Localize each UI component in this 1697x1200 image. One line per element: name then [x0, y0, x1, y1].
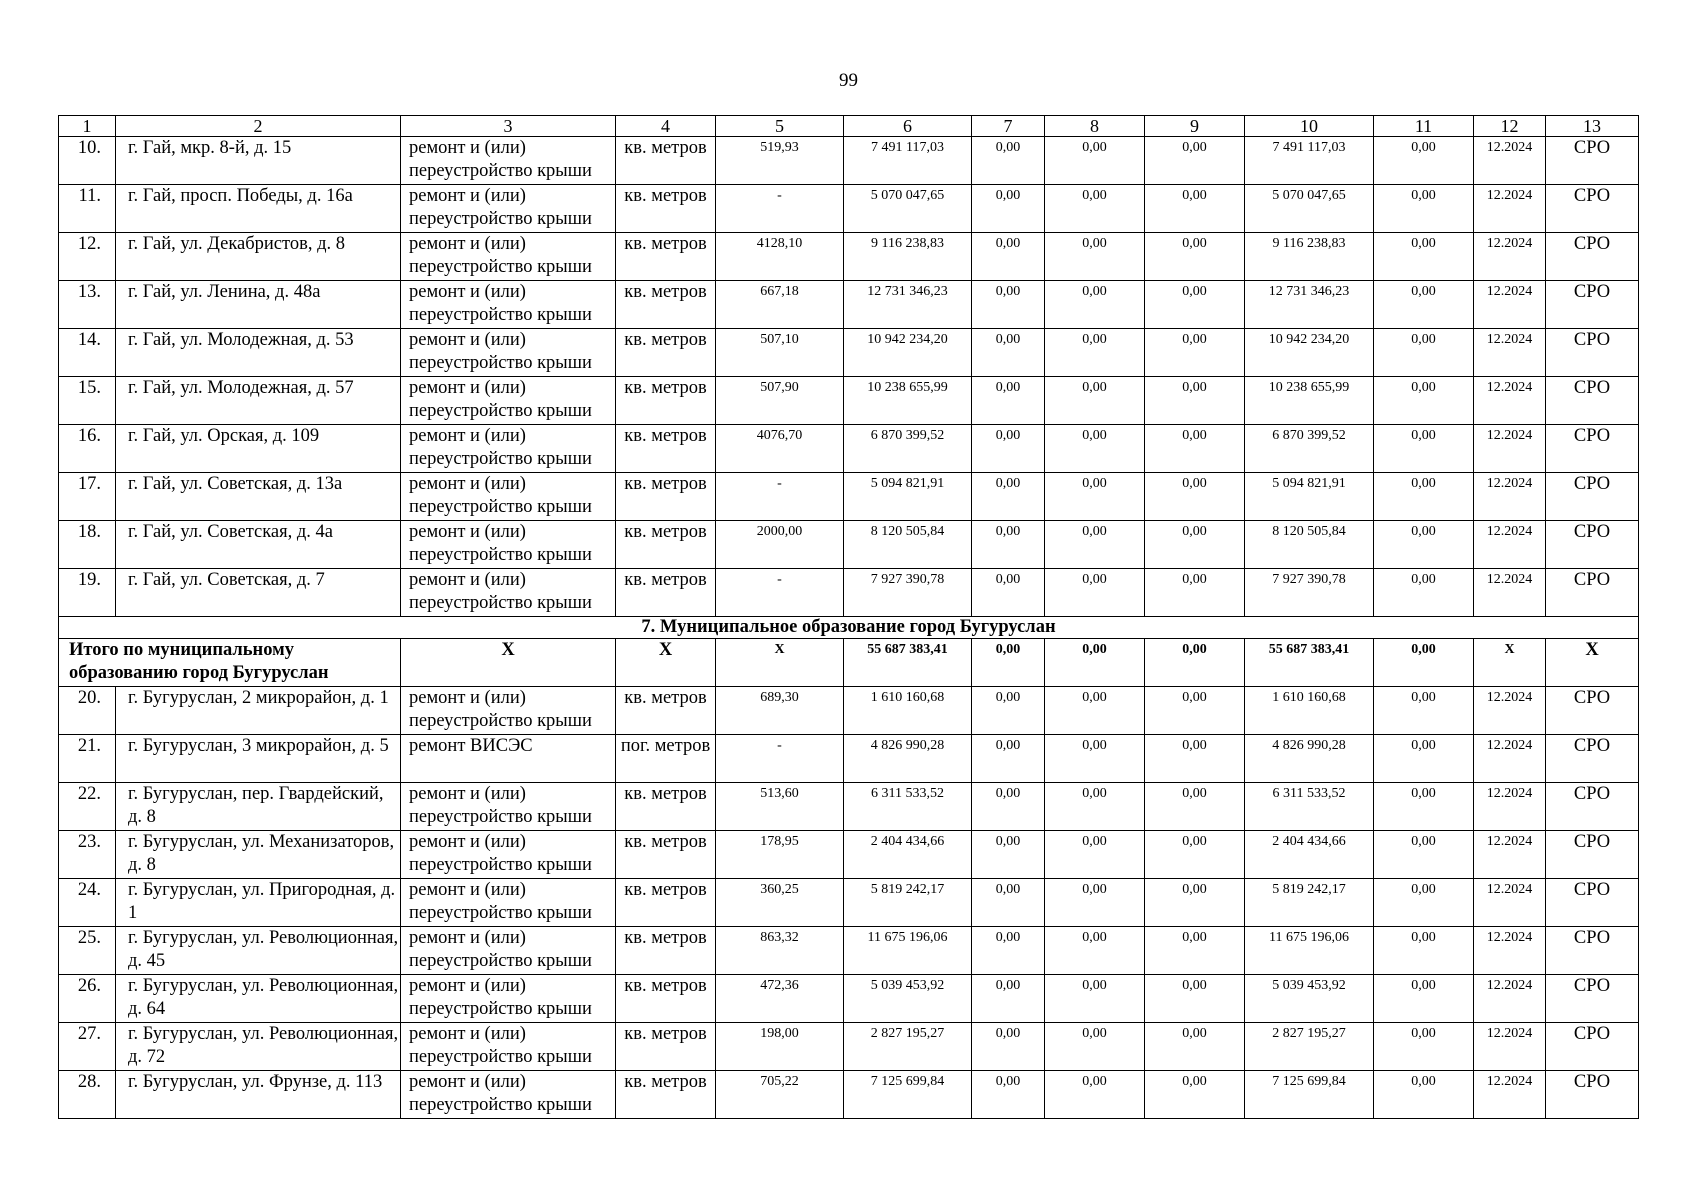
value-cell-c9: 0,00 [1145, 1071, 1245, 1119]
value-cell-c5: 2000,00 [716, 521, 844, 569]
table-row [59, 687, 1639, 735]
value-cell-c6: 1 610 160,68 [844, 687, 972, 735]
value-cell-c8: 0,00 [1045, 281, 1145, 329]
value-cell-c11: 0,00 [1374, 521, 1474, 569]
work-type-cell: ремонт и (или) переустройство крыши [401, 377, 616, 425]
value-cell-c11: 0,00 [1374, 879, 1474, 927]
col-header: 9 [1145, 116, 1245, 137]
value-cell-c11: 0,00 [1374, 185, 1474, 233]
value-cell-c6: 5 070 047,65 [844, 185, 972, 233]
address-cell: г. Бугуруслан, ул. Революционная, д. 72 [116, 1023, 401, 1071]
value-cell-c12: 12.2024 [1474, 687, 1546, 735]
unit-cell: кв. метров [616, 233, 716, 281]
work-type-cell: ремонт и (или) переустройство крыши [401, 137, 616, 185]
value-cell-c11: 0,00 [1374, 137, 1474, 185]
value-cell-c12: 12.2024 [1474, 137, 1546, 185]
address-cell: г. Бугуруслан, ул. Революционная, д. 64 [116, 975, 401, 1023]
address-cell: г. Гай, ул. Советская, д. 4а [116, 521, 401, 569]
value-cell-c5: 689,30 [716, 687, 844, 735]
col-header: 11 [1374, 116, 1474, 137]
value-cell-c8: 0,00 [1045, 425, 1145, 473]
value-cell-c9: 0,00 [1145, 281, 1245, 329]
col-header: 12 [1474, 116, 1546, 137]
value-cell-c6: 7 927 390,78 [844, 569, 972, 617]
source-cell: СРО [1546, 329, 1639, 377]
value-cell-c6: 10 942 234,20 [844, 329, 972, 377]
value-cell-c8: 0,00 [1045, 783, 1145, 831]
row-number: 13. [59, 281, 116, 329]
unit-cell: кв. метров [616, 473, 716, 521]
value-cell-c7: 0,00 [972, 687, 1045, 735]
address-cell: г. Бугуруслан, 2 микрорайон, д. 1 [116, 687, 401, 735]
unit-cell: кв. метров [616, 377, 716, 425]
unit-cell: кв. метров [616, 783, 716, 831]
value-cell-c5: 519,93 [716, 137, 844, 185]
value-cell-c10: 5 819 242,17 [1245, 879, 1374, 927]
value-cell-c10: 9 116 238,83 [1245, 233, 1374, 281]
unit-cell: кв. метров [616, 879, 716, 927]
col-header: 6 [844, 116, 972, 137]
value-cell-c8: 0,00 [1045, 521, 1145, 569]
unit-cell: кв. метров [616, 137, 716, 185]
value-cell-c10: 12 731 346,23 [1245, 281, 1374, 329]
value-cell-c11: 0,00 [1374, 687, 1474, 735]
value-cell-c5: 472,36 [716, 975, 844, 1023]
value-cell-c7: 0,00 [972, 1023, 1045, 1071]
work-type-cell: ремонт и (или) переустройство крыши [401, 473, 616, 521]
value-cell-c12: 12.2024 [1474, 377, 1546, 425]
value-cell-c12: 12.2024 [1474, 233, 1546, 281]
value-cell-c10: 2 827 195,27 [1245, 1023, 1374, 1071]
value-cell-c11: 0,00 [1374, 927, 1474, 975]
unit-cell: кв. метров [616, 569, 716, 617]
row-number: 17. [59, 473, 116, 521]
value-cell-c9: 0,00 [1145, 377, 1245, 425]
source-cell: СРО [1546, 927, 1639, 975]
value-cell-c7: 0,00 [972, 569, 1045, 617]
col-header: 7 [972, 116, 1045, 137]
source-cell: СРО [1546, 687, 1639, 735]
unit-cell: кв. метров [616, 425, 716, 473]
value-cell-c7: 0,00 [972, 185, 1045, 233]
total-c10: 55 687 383,41 [1245, 639, 1374, 687]
value-cell-c8: 0,00 [1045, 473, 1145, 521]
table-row [59, 329, 1639, 377]
value-cell-c12: 12.2024 [1474, 1071, 1546, 1119]
value-cell-c10: 7 491 117,03 [1245, 137, 1374, 185]
row-number: 18. [59, 521, 116, 569]
value-cell-c10: 2 404 434,66 [1245, 831, 1374, 879]
value-cell-c9: 0,00 [1145, 137, 1245, 185]
table-row [59, 185, 1639, 233]
address-cell: г. Гай, просп. Победы, д. 16а [116, 185, 401, 233]
value-cell-c5: 178,95 [716, 831, 844, 879]
col-header: 8 [1045, 116, 1145, 137]
value-cell-c10: 7 927 390,78 [1245, 569, 1374, 617]
value-cell-c9: 0,00 [1145, 1023, 1245, 1071]
source-cell: СРО [1546, 281, 1639, 329]
value-cell-c9: 0,00 [1145, 425, 1245, 473]
source-cell: СРО [1546, 137, 1639, 185]
value-cell-c6: 4 826 990,28 [844, 735, 972, 783]
value-cell-c10: 1 610 160,68 [1245, 687, 1374, 735]
value-cell-c12: 12.2024 [1474, 329, 1546, 377]
unit-cell: кв. метров [616, 521, 716, 569]
value-cell-c6: 9 116 238,83 [844, 233, 972, 281]
row-number: 12. [59, 233, 116, 281]
row-number: 23. [59, 831, 116, 879]
address-cell: г. Бугуруслан, ул. Механизаторов, д. 8 [116, 831, 401, 879]
value-cell-c8: 0,00 [1045, 569, 1145, 617]
source-cell: СРО [1546, 569, 1639, 617]
value-cell-c6: 5 039 453,92 [844, 975, 972, 1023]
value-cell-c10: 5 094 821,91 [1245, 473, 1374, 521]
total-c8: 0,00 [1045, 639, 1145, 687]
value-cell-c10: 6 870 399,52 [1245, 425, 1374, 473]
value-cell-c7: 0,00 [972, 783, 1045, 831]
table-row [59, 735, 1639, 783]
value-cell-c10: 5 070 047,65 [1245, 185, 1374, 233]
table-row [59, 783, 1639, 831]
address-cell: г. Бугуруслан, ул. Пригородная, д. 1 [116, 879, 401, 927]
section-title: 7. Муниципальное образование город Бугуруслан [59, 617, 1639, 639]
source-cell: СРО [1546, 831, 1639, 879]
total-c7: 0,00 [972, 639, 1045, 687]
value-cell-c7: 0,00 [972, 425, 1045, 473]
row-number: 27. [59, 1023, 116, 1071]
value-cell-c12: 12.2024 [1474, 735, 1546, 783]
value-cell-c8: 0,00 [1045, 927, 1145, 975]
value-cell-c10: 11 675 196,06 [1245, 927, 1374, 975]
col-header: 13 [1546, 116, 1639, 137]
value-cell-c10: 4 826 990,28 [1245, 735, 1374, 783]
work-type-cell: ремонт и (или) переустройство крыши [401, 975, 616, 1023]
value-cell-c11: 0,00 [1374, 1071, 1474, 1119]
total-c6: 55 687 383,41 [844, 639, 972, 687]
value-cell-c6: 10 238 655,99 [844, 377, 972, 425]
value-cell-c9: 0,00 [1145, 521, 1245, 569]
value-cell-c5: - [716, 473, 844, 521]
value-cell-c9: 0,00 [1145, 975, 1245, 1023]
value-cell-c7: 0,00 [972, 975, 1045, 1023]
address-cell: г. Гай, ул. Декабристов, д. 8 [116, 233, 401, 281]
value-cell-c6: 2 827 195,27 [844, 1023, 972, 1071]
work-type-cell: ремонт и (или) переустройство крыши [401, 687, 616, 735]
table-row [59, 1023, 1639, 1071]
total-c9: 0,00 [1145, 639, 1245, 687]
value-cell-c5: - [716, 185, 844, 233]
value-cell-c8: 0,00 [1045, 831, 1145, 879]
value-cell-c7: 0,00 [972, 233, 1045, 281]
value-cell-c9: 0,00 [1145, 233, 1245, 281]
value-cell-c5: 863,32 [716, 927, 844, 975]
row-number: 28. [59, 1071, 116, 1119]
address-cell: г. Гай, ул. Молодежная, д. 57 [116, 377, 401, 425]
value-cell-c5: - [716, 569, 844, 617]
total-c11: 0,00 [1374, 639, 1474, 687]
value-cell-c8: 0,00 [1045, 233, 1145, 281]
value-cell-c9: 0,00 [1145, 473, 1245, 521]
value-cell-c11: 0,00 [1374, 473, 1474, 521]
value-cell-c6: 5 819 242,17 [844, 879, 972, 927]
col-header: 10 [1245, 116, 1374, 137]
work-type-cell: ремонт и (или) переустройство крыши [401, 569, 616, 617]
col-header: 2 [116, 116, 401, 137]
section-row [59, 617, 1639, 639]
source-cell: СРО [1546, 425, 1639, 473]
value-cell-c7: 0,00 [972, 831, 1045, 879]
address-cell: г. Бугуруслан, 3 микрорайон, д. 5 [116, 735, 401, 783]
table-row [59, 377, 1639, 425]
work-type-cell: ремонт и (или) переустройство крыши [401, 185, 616, 233]
work-type-cell: ремонт и (или) переустройство крыши [401, 281, 616, 329]
source-cell: СРО [1546, 473, 1639, 521]
value-cell-c5: 507,90 [716, 377, 844, 425]
column-number-row [59, 116, 1639, 137]
value-cell-c11: 0,00 [1374, 975, 1474, 1023]
table-row [59, 569, 1639, 617]
value-cell-c7: 0,00 [972, 329, 1045, 377]
work-type-cell: ремонт и (или) переустройство крыши [401, 927, 616, 975]
value-cell-c11: 0,00 [1374, 1023, 1474, 1071]
value-cell-c8: 0,00 [1045, 185, 1145, 233]
table-row [59, 137, 1639, 185]
work-type-cell: ремонт и (или) переустройство крыши [401, 1071, 616, 1119]
address-cell: г. Бугуруслан, пер. Гвардейский, д. 8 [116, 783, 401, 831]
unit-cell: пог. метров [616, 735, 716, 783]
value-cell-c7: 0,00 [972, 137, 1045, 185]
value-cell-c8: 0,00 [1045, 329, 1145, 377]
value-cell-c5: 507,10 [716, 329, 844, 377]
table-row [59, 425, 1639, 473]
total-c3: Х [401, 639, 616, 687]
work-type-cell: ремонт и (или) переустройство крыши [401, 329, 616, 377]
source-cell: СРО [1546, 185, 1639, 233]
unit-cell: кв. метров [616, 687, 716, 735]
value-cell-c10: 10 942 234,20 [1245, 329, 1374, 377]
unit-cell: кв. метров [616, 975, 716, 1023]
source-cell: СРО [1546, 975, 1639, 1023]
work-type-cell: ремонт и (или) переустройство крыши [401, 1023, 616, 1071]
table-row [59, 927, 1639, 975]
value-cell-c12: 12.2024 [1474, 975, 1546, 1023]
col-header: 5 [716, 116, 844, 137]
address-cell: г. Гай, ул. Молодежная, д. 53 [116, 329, 401, 377]
row-number: 19. [59, 569, 116, 617]
unit-cell: кв. метров [616, 329, 716, 377]
source-cell: СРО [1546, 879, 1639, 927]
work-type-cell: ремонт и (или) переустройство крыши [401, 521, 616, 569]
value-cell-c12: 12.2024 [1474, 569, 1546, 617]
page-number: 99 [839, 70, 858, 91]
value-cell-c5: 667,18 [716, 281, 844, 329]
total-c4: Х [616, 639, 716, 687]
value-cell-c9: 0,00 [1145, 927, 1245, 975]
address-cell: г. Гай, ул. Ленина, д. 48а [116, 281, 401, 329]
value-cell-c10: 7 125 699,84 [1245, 1071, 1374, 1119]
work-type-cell: ремонт и (или) переустройство крыши [401, 783, 616, 831]
value-cell-c12: 12.2024 [1474, 185, 1546, 233]
value-cell-c12: 12.2024 [1474, 281, 1546, 329]
value-cell-c12: 12.2024 [1474, 831, 1546, 879]
value-cell-c9: 0,00 [1145, 185, 1245, 233]
work-type-cell: ремонт и (или) переустройство крыши [401, 831, 616, 879]
unit-cell: кв. метров [616, 1071, 716, 1119]
source-cell: СРО [1546, 377, 1639, 425]
value-cell-c8: 0,00 [1045, 879, 1145, 927]
source-cell: СРО [1546, 783, 1639, 831]
row-number: 22. [59, 783, 116, 831]
value-cell-c6: 7 125 699,84 [844, 1071, 972, 1119]
value-cell-c9: 0,00 [1145, 735, 1245, 783]
value-cell-c5: 360,25 [716, 879, 844, 927]
value-cell-c7: 0,00 [972, 1071, 1045, 1119]
value-cell-c8: 0,00 [1045, 1023, 1145, 1071]
value-cell-c10: 10 238 655,99 [1245, 377, 1374, 425]
value-cell-c5: - [716, 735, 844, 783]
col-header: 3 [401, 116, 616, 137]
value-cell-c6: 7 491 117,03 [844, 137, 972, 185]
value-cell-c6: 6 311 533,52 [844, 783, 972, 831]
value-cell-c11: 0,00 [1374, 735, 1474, 783]
value-cell-c6: 6 870 399,52 [844, 425, 972, 473]
value-cell-c6: 2 404 434,66 [844, 831, 972, 879]
table-body [59, 116, 1639, 1119]
table-row [59, 975, 1639, 1023]
total-c5: Х [716, 639, 844, 687]
work-type-cell: ремонт ВИСЭС [401, 735, 616, 783]
value-cell-c7: 0,00 [972, 473, 1045, 521]
unit-cell: кв. метров [616, 831, 716, 879]
value-cell-c12: 12.2024 [1474, 783, 1546, 831]
value-cell-c12: 12.2024 [1474, 521, 1546, 569]
unit-cell: кв. метров [616, 281, 716, 329]
total-c13: Х [1546, 639, 1639, 687]
address-cell: г. Гай, ул. Советская, д. 13а [116, 473, 401, 521]
row-number: 26. [59, 975, 116, 1023]
value-cell-c11: 0,00 [1374, 377, 1474, 425]
value-cell-c5: 4128,10 [716, 233, 844, 281]
row-number: 20. [59, 687, 116, 735]
value-cell-c7: 0,00 [972, 377, 1045, 425]
value-cell-c9: 0,00 [1145, 831, 1245, 879]
value-cell-c9: 0,00 [1145, 783, 1245, 831]
row-number: 14. [59, 329, 116, 377]
value-cell-c7: 0,00 [972, 879, 1045, 927]
value-cell-c9: 0,00 [1145, 879, 1245, 927]
source-cell: СРО [1546, 233, 1639, 281]
value-cell-c12: 12.2024 [1474, 473, 1546, 521]
row-number: 24. [59, 879, 116, 927]
unit-cell: кв. метров [616, 185, 716, 233]
value-cell-c6: 11 675 196,06 [844, 927, 972, 975]
col-header: 1 [59, 116, 116, 137]
value-cell-c12: 12.2024 [1474, 927, 1546, 975]
value-cell-c10: 5 039 453,92 [1245, 975, 1374, 1023]
address-cell: г. Гай, ул. Советская, д. 7 [116, 569, 401, 617]
value-cell-c12: 12.2024 [1474, 425, 1546, 473]
address-cell: г. Гай, ул. Орская, д. 109 [116, 425, 401, 473]
value-cell-c8: 0,00 [1045, 137, 1145, 185]
row-number: 15. [59, 377, 116, 425]
total-c12: Х [1474, 639, 1546, 687]
source-cell: СРО [1546, 1071, 1639, 1119]
value-cell-c6: 8 120 505,84 [844, 521, 972, 569]
col-header: 4 [616, 116, 716, 137]
value-cell-c5: 705,22 [716, 1071, 844, 1119]
value-cell-c7: 0,00 [972, 927, 1045, 975]
value-cell-c11: 0,00 [1374, 233, 1474, 281]
source-cell: СРО [1546, 1023, 1639, 1071]
row-number: 21. [59, 735, 116, 783]
value-cell-c8: 0,00 [1045, 735, 1145, 783]
address-cell: г. Гай, мкр. 8-й, д. 15 [116, 137, 401, 185]
unit-cell: кв. метров [616, 927, 716, 975]
table-row [59, 521, 1639, 569]
value-cell-c10: 8 120 505,84 [1245, 521, 1374, 569]
row-number: 11. [59, 185, 116, 233]
table-row [59, 281, 1639, 329]
value-cell-c8: 0,00 [1045, 377, 1145, 425]
repair-program-table [58, 115, 1639, 1119]
row-number: 16. [59, 425, 116, 473]
value-cell-c11: 0,00 [1374, 783, 1474, 831]
value-cell-c7: 0,00 [972, 521, 1045, 569]
row-number: 25. [59, 927, 116, 975]
table-row [59, 233, 1639, 281]
unit-cell: кв. метров [616, 1023, 716, 1071]
value-cell-c6: 5 094 821,91 [844, 473, 972, 521]
value-cell-c8: 0,00 [1045, 975, 1145, 1023]
source-cell: СРО [1546, 521, 1639, 569]
address-cell: г. Бугуруслан, ул. Фрунзе, д. 113 [116, 1071, 401, 1119]
value-cell-c8: 0,00 [1045, 1071, 1145, 1119]
work-type-cell: ремонт и (или) переустройство крыши [401, 233, 616, 281]
value-cell-c5: 513,60 [716, 783, 844, 831]
table-row [59, 473, 1639, 521]
value-cell-c12: 12.2024 [1474, 879, 1546, 927]
value-cell-c12: 12.2024 [1474, 1023, 1546, 1071]
total-label: Итого по муниципальному образованию город Бугуруслан [59, 639, 401, 687]
value-cell-c11: 0,00 [1374, 569, 1474, 617]
value-cell-c7: 0,00 [972, 281, 1045, 329]
value-cell-c8: 0,00 [1045, 687, 1145, 735]
source-cell: СРО [1546, 735, 1639, 783]
value-cell-c5: 198,00 [716, 1023, 844, 1071]
value-cell-c9: 0,00 [1145, 569, 1245, 617]
value-cell-c10: 6 311 533,52 [1245, 783, 1374, 831]
value-cell-c6: 12 731 346,23 [844, 281, 972, 329]
table-row [59, 1071, 1639, 1119]
value-cell-c9: 0,00 [1145, 687, 1245, 735]
value-cell-c11: 0,00 [1374, 425, 1474, 473]
value-cell-c5: 4076,70 [716, 425, 844, 473]
value-cell-c7: 0,00 [972, 735, 1045, 783]
address-cell: г. Бугуруслан, ул. Революционная, д. 45 [116, 927, 401, 975]
row-number: 10. [59, 137, 116, 185]
value-cell-c11: 0,00 [1374, 281, 1474, 329]
work-type-cell: ремонт и (или) переустройство крыши [401, 425, 616, 473]
value-cell-c11: 0,00 [1374, 329, 1474, 377]
total-row [59, 639, 1639, 687]
value-cell-c9: 0,00 [1145, 329, 1245, 377]
table-row [59, 879, 1639, 927]
value-cell-c11: 0,00 [1374, 831, 1474, 879]
work-type-cell: ремонт и (или) переустройство крыши [401, 879, 616, 927]
table-row [59, 831, 1639, 879]
